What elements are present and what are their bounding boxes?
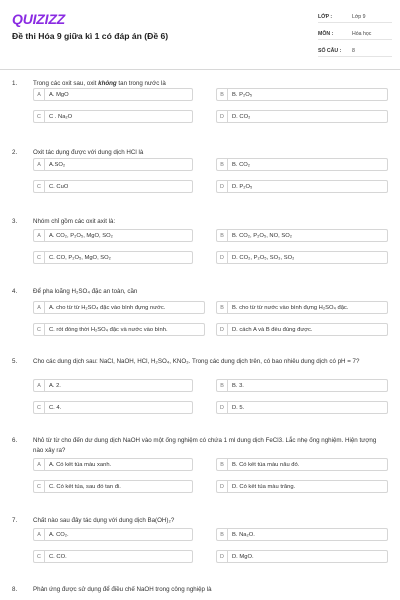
option-text: A. MgO bbox=[49, 91, 69, 98]
answer-option-b[interactable] bbox=[216, 301, 388, 314]
meta-key: MÔN : bbox=[318, 31, 334, 37]
option-letter: D bbox=[217, 481, 228, 492]
answer-option-d[interactable] bbox=[216, 480, 388, 493]
worksheet-title: Đề thi Hóa 9 giữa kì 1 có đáp án (Đề 6) bbox=[12, 31, 169, 41]
option-text: D. cách A và B đều đúng được. bbox=[232, 326, 313, 333]
option-text: B. Na₂O. bbox=[232, 531, 255, 538]
option-letter: D bbox=[217, 181, 228, 192]
option-letter: C bbox=[34, 551, 45, 562]
worksheet-meta bbox=[318, 8, 392, 59]
answer-option-a[interactable] bbox=[33, 229, 193, 242]
answer-option-a[interactable] bbox=[33, 158, 193, 171]
answer-option-a[interactable] bbox=[33, 528, 193, 541]
answer-option-c[interactable] bbox=[33, 480, 193, 493]
option-text: B. CO₂, P₂O₅, NO, SO₂ bbox=[232, 232, 292, 239]
worksheet-header bbox=[0, 0, 400, 70]
option-letter: B bbox=[217, 159, 228, 170]
answer-option-c[interactable] bbox=[33, 180, 193, 193]
question-text: Nhóm chỉ gồm các oxit axit là: bbox=[33, 218, 116, 225]
question-number: 8. bbox=[12, 586, 18, 593]
answer-option-c[interactable] bbox=[33, 323, 205, 336]
option-text: B. 3. bbox=[232, 382, 244, 389]
option-letter: C bbox=[34, 111, 45, 122]
answer-option-a[interactable] bbox=[33, 88, 193, 101]
option-text: C . Na₂O bbox=[49, 113, 73, 120]
option-text: C. CO. bbox=[49, 553, 67, 560]
answer-option-a[interactable] bbox=[33, 301, 205, 314]
answer-option-b[interactable] bbox=[216, 528, 388, 541]
option-text: B. Có kết tủa màu nâu đỏ. bbox=[232, 461, 300, 468]
option-letter: A bbox=[34, 529, 45, 540]
option-text: C. CO, P₂O₅, MgO, SO₂ bbox=[49, 254, 111, 261]
answer-option-b[interactable] bbox=[216, 458, 388, 471]
question-number: 3. bbox=[12, 218, 18, 225]
option-letter: B bbox=[217, 380, 228, 391]
option-text: A.SO₂ bbox=[49, 161, 66, 168]
option-letter: D bbox=[217, 324, 228, 335]
option-letter: B bbox=[217, 302, 228, 313]
answer-option-d[interactable] bbox=[216, 401, 388, 414]
meta-value: Lớp 9 bbox=[352, 14, 366, 20]
answer-option-c[interactable] bbox=[33, 550, 193, 563]
option-letter: A bbox=[34, 159, 45, 170]
option-letter: D bbox=[217, 111, 228, 122]
option-text: B. cho từ từ nước vào bình đựng H₂SO₄ đặc. bbox=[232, 304, 349, 311]
answer-option-b[interactable] bbox=[216, 229, 388, 242]
answer-option-b[interactable] bbox=[216, 88, 388, 101]
question-number: 2. bbox=[12, 149, 18, 156]
option-text: A. CO₂, P₂O₅, MgO, SO₂ bbox=[49, 232, 113, 239]
meta-value: Hóa học bbox=[352, 31, 372, 37]
option-letter: D bbox=[217, 252, 228, 263]
quizizz-logo: QUIZIZZ bbox=[12, 11, 66, 27]
answer-option-a[interactable] bbox=[33, 379, 193, 392]
question-number: 4. bbox=[12, 288, 18, 295]
answer-option-c[interactable] bbox=[33, 251, 193, 264]
answer-option-b[interactable] bbox=[216, 158, 388, 171]
answer-option-c[interactable] bbox=[33, 401, 193, 414]
question-text: Oxit tác dụng được với dung dịch HCl là bbox=[33, 149, 144, 156]
meta-row-subject bbox=[318, 25, 392, 40]
option-letter: D bbox=[217, 551, 228, 562]
option-text: D. CO₂, P₂O₅, SO₃, SO₂ bbox=[232, 254, 295, 261]
option-text: A. 2. bbox=[49, 382, 61, 389]
option-text: C. rót đồng thời H₂SO₄ đặc và nước vào bình. bbox=[49, 326, 168, 333]
option-letter: A bbox=[34, 459, 45, 470]
meta-key: LỚP : bbox=[318, 14, 333, 20]
option-letter: C bbox=[34, 252, 45, 263]
option-text: B. CO₂ bbox=[232, 161, 251, 168]
option-text: A. CO₂. bbox=[49, 531, 69, 538]
option-letter: A bbox=[34, 380, 45, 391]
question-text: Trong các oxit sau, oxit không tan trong nước là bbox=[33, 80, 166, 87]
option-letter: B bbox=[217, 89, 228, 100]
question-number: 7. bbox=[12, 517, 18, 524]
answer-option-d[interactable] bbox=[216, 550, 388, 563]
option-text: D. P₂O₅ bbox=[232, 183, 253, 190]
option-text: D. Có kết tủa màu trắng. bbox=[232, 483, 296, 490]
question-number: 1. bbox=[12, 80, 18, 87]
option-text: B. P₂O₅ bbox=[232, 91, 253, 98]
answer-option-b[interactable] bbox=[216, 379, 388, 392]
meta-row-class bbox=[318, 8, 392, 23]
option-letter: A bbox=[34, 89, 45, 100]
answer-option-a[interactable] bbox=[33, 458, 193, 471]
option-text: A. cho từ từ H₂SO₄ đặc vào bình đựng nước. bbox=[49, 304, 166, 311]
answer-option-c[interactable] bbox=[33, 110, 193, 123]
option-letter: C bbox=[34, 324, 45, 335]
option-letter: C bbox=[34, 181, 45, 192]
option-text: C. 4. bbox=[49, 404, 62, 411]
option-text: C. Có kết tủa, sau đó tan đi. bbox=[49, 483, 121, 490]
option-text: A. Có kết tủa màu xanh. bbox=[49, 461, 112, 468]
meta-key: SỐ CÂU : bbox=[318, 48, 342, 54]
option-letter: A bbox=[34, 230, 45, 241]
question-text: Chất nào sau đây tác dụng với dung dịch Ba(OH)₂? bbox=[33, 517, 175, 524]
option-letter: C bbox=[34, 402, 45, 413]
question-text: Cho các dung dịch sau: NaCl, NaOH, HCl, H₂SO₄, KNO₃. Trong các dung dịch trên, có bao nhiêu dung dịch có pH = 7? bbox=[33, 358, 360, 365]
question-text: Để pha loãng H₂SO₄ đặc an toàn, cần bbox=[33, 288, 138, 295]
option-letter: B bbox=[217, 230, 228, 241]
option-letter: B bbox=[217, 529, 228, 540]
option-letter: A bbox=[34, 302, 45, 313]
option-text: C. CuO bbox=[49, 183, 69, 190]
answer-option-d[interactable] bbox=[216, 323, 388, 336]
question-number: 6. bbox=[12, 437, 18, 444]
question-number: 5. bbox=[12, 358, 18, 365]
option-text: D. MgO. bbox=[232, 553, 254, 560]
answer-option-d[interactable] bbox=[216, 180, 388, 193]
question-text: Phản ứng được sử dụng để điều chế NaOH trong công nghiệp là bbox=[33, 586, 212, 593]
option-letter: C bbox=[34, 481, 45, 492]
question-text: Nhỏ từ từ cho đến dư dung dịch NaOH vào một ống nghiệm có chứa 1 ml dung dịch FeCl3. Lắc nhẹ ống nghiệm. Hiện tượng nào xảy ra? bbox=[33, 437, 377, 454]
option-text: D. 5. bbox=[232, 404, 245, 411]
meta-row-question-count bbox=[318, 42, 392, 57]
meta-value: 8 bbox=[352, 48, 355, 54]
answer-option-d[interactable] bbox=[216, 110, 388, 123]
option-letter: D bbox=[217, 402, 228, 413]
option-letter: B bbox=[217, 459, 228, 470]
answer-option-d[interactable] bbox=[216, 251, 388, 264]
option-text: D. CO₂ bbox=[232, 113, 251, 120]
